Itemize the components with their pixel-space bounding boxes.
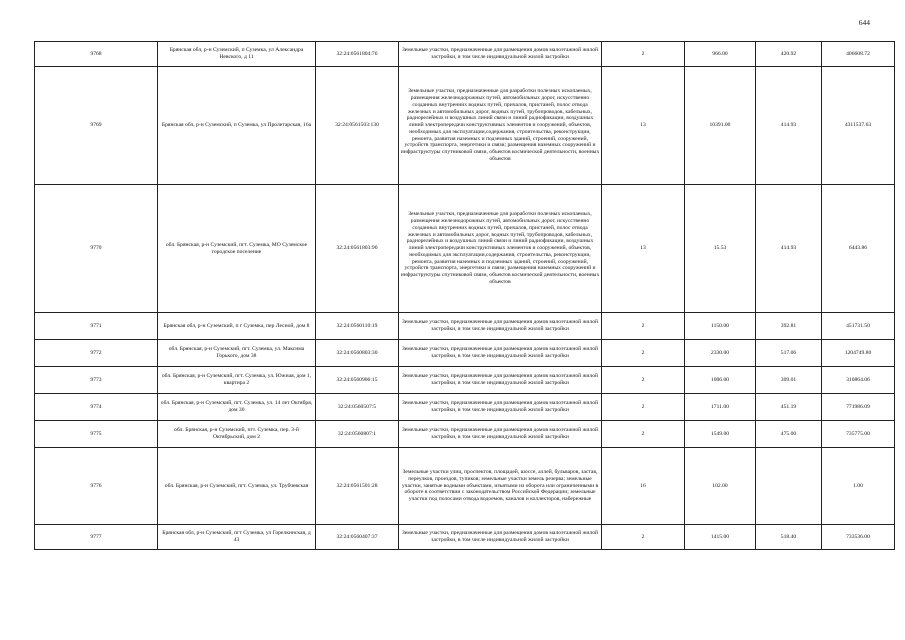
specific-value-cell: 414.93 <box>756 67 822 185</box>
row-number: 9777 <box>35 525 158 550</box>
table-row <box>35 394 895 421</box>
table-row <box>35 448 895 525</box>
cadastral-value-cell: 406608.72 <box>822 42 895 67</box>
cadastral-value-cell: 451731.50 <box>822 313 895 340</box>
address-cell: Брянская обл, р-н Суземский, п Суземка, ул Пролетарская, 16а <box>158 67 316 185</box>
land-use-cell: Земельные участки, предназначенные для размещения домов малоэтажной жилой застройки, в том числе индивидуальной жилой застройки <box>399 42 602 67</box>
address-cell: Брянская обл, р-н Суземский, п Суземка, ул Александра Невского, д 11 <box>158 42 316 67</box>
specific-value-cell <box>756 448 822 525</box>
use-category-cell: 2 <box>602 313 685 340</box>
cadastral-value-cell: 6443.86 <box>822 185 895 313</box>
table-row <box>35 42 895 67</box>
table-row <box>35 185 895 313</box>
cadastral-number-cell: 32:24:0561503:130 <box>316 67 399 185</box>
use-category-cell: 2 <box>602 421 685 448</box>
row-number: 9773 <box>35 367 158 394</box>
table-row <box>35 367 895 394</box>
address-cell: Брянская обл, р-н Суземский, п г Суземка, пер Лесной, дом 8 <box>158 313 316 340</box>
use-category-cell: 13 <box>602 67 685 185</box>
cadastral-value-cell: 4311537.63 <box>822 67 895 185</box>
specific-value-cell: 517.06 <box>756 340 822 367</box>
specific-value-cell: 475.00 <box>756 421 822 448</box>
area-cell: 102.00 <box>685 448 756 525</box>
row-number: 9769 <box>35 67 158 185</box>
row-number: 9776 <box>35 448 158 525</box>
cadastral-value-cell: 733536.00 <box>822 525 895 550</box>
row-number: 9770 <box>35 185 158 313</box>
land-use-cell: Земельные участки улиц, проспектов, площадей, шоссе, аллей, бульваров, застав, переулков, проездов, тупиков; земельные участки земель резерва; земельные участки, занятые водными объектами, изъятыми из оборота или ограниченными в обороте в соответствии с законодательством Российской Федерации; земельные участки под полосами отвода водоемов, каналов и коллекторов, набережные <box>399 448 602 525</box>
land-use-cell: Земельные участки, предназначенные для размещения домов малоэтажной жилой застройки, в том числе индивидуальной жилой застройки <box>399 525 602 550</box>
cadastral-number-cell: 32:24:0560906:15 <box>316 367 399 394</box>
table-row <box>35 525 895 550</box>
area-cell: 1415.00 <box>685 525 756 550</box>
cadastral-value-table <box>34 41 895 550</box>
specific-value-cell: 414.93 <box>756 185 822 313</box>
specific-value-cell: 392.81 <box>756 313 822 340</box>
land-use-cell: Земельные участки, предназначенные для размещения домов малоэтажной жилой застройки, в том числе индивидуальной жилой застройки <box>399 367 602 394</box>
cadastral-value-cell: 1.00 <box>822 448 895 525</box>
page-number: 644 <box>858 18 870 27</box>
use-category-cell: 2 <box>602 525 685 550</box>
use-category-cell: 2 <box>602 367 685 394</box>
address-cell: обл. Брянская, р-н Суземский, пгт. Суземка, ул. Южная, дом 1, квартира 2 <box>158 367 316 394</box>
area-cell: 1006.00 <box>685 367 756 394</box>
area-cell: 1711.00 <box>685 394 756 421</box>
table-row <box>35 313 895 340</box>
cadastral-number-cell: 32:24:0560807:1 <box>316 421 399 448</box>
row-number: 9774 <box>35 394 158 421</box>
address-cell: Брянская обл, р-н Суземский, пгт Суземка, ул Горелкинская, д 43 <box>158 525 316 550</box>
area-cell: 1150.00 <box>685 313 756 340</box>
area-cell: 966.00 <box>685 42 756 67</box>
row-number: 9768 <box>35 42 158 67</box>
land-use-cell: Земельные участки, предназначенные для разработки полезных ископаемых, размещения железнодорожных путей, автомобильных дорог, искусственно созданных внутренних водных путей, причалов, пристаней, полос отвода железных и автомобильных дорог, водных путей, трубопроводов, кабельных, радиорелейных и воздушных линий связи и линий радиофикации, воздушных линий электропередачи конструктивных элементов и сооружений, объектов, необходимых для эксплуатации,содержания, строительства, реконструкции, ремонта, развития наземных и подземных зданий, строений, сооружений, устройств транспорта, энергетики и связи; размещения наземных сооружений и инфраструктуры спутниковой связи, объектов космической деятельности, военных объектов <box>399 67 602 185</box>
specific-value-cell: 309.01 <box>756 367 822 394</box>
land-use-cell: Земельные участки, предназначенные для размещения домов малоэтажной жилой застройки, в том числе индивидуальной жилой застройки <box>399 394 602 421</box>
area-cell: 15.53 <box>685 185 756 313</box>
use-category-cell: 2 <box>602 340 685 367</box>
land-use-cell: Земельные участки, предназначенные для размещения домов малоэтажной жилой застройки, в том числе индивидуальной жилой застройки <box>399 313 602 340</box>
cadastral-number-cell: 32:24:0560803:30 <box>316 340 399 367</box>
specific-value-cell: 451.19 <box>756 394 822 421</box>
cadastral-value-cell: 771986.09 <box>822 394 895 421</box>
row-number: 9772 <box>35 340 158 367</box>
area-cell: 2330.00 <box>685 340 756 367</box>
table-row <box>35 421 895 448</box>
use-category-cell: 2 <box>602 42 685 67</box>
specific-value-cell: 420.92 <box>756 42 822 67</box>
cadastral-number-cell: 32:24:0560407:37 <box>316 525 399 550</box>
land-use-cell: Земельные участки, предназначенные для разработки полезных ископаемых, размещения железнодорожных путей, автомобильных дорог, искусственно созданных внутренних водных путей, причалов, пристаней, полос отвода железных и автомобильных дорог, водных путей, трубопроводов, кабельных, радиорелейных и воздушных линий связи и линий радиофикации, воздушных линий электропередачи конструктивных элементов и сооружений, объектов, необходимых для эксплуатации,содержания, строительства, реконструкции, ремонта, развития наземных и подземных зданий, строений, сооружений, устройств транспорта, энергетики и связи; размещения наземных сооружений и инфраструктуры спутниковой связи, объектов космической деятельности, военных объектов <box>399 185 602 313</box>
cadastral-number-cell: 32:24:0561501:28 <box>316 448 399 525</box>
land-use-cell: Земельные участки, предназначенные для размещения домов малоэтажной жилой застройки, в том числе индивидуальной жилой застройки <box>399 340 602 367</box>
land-use-cell: Земельные участки, предназначенные для размещения домов малоэтажной жилой застройки, в том числе индивидуальной жилой застройки <box>399 421 602 448</box>
cadastral-number-cell: 32:24:0561804:76 <box>316 42 399 67</box>
address-cell: обл. Брянская, р-н Суземский, пгт. Суземка, пер. 3-й Октябрьский, дом 2 <box>158 421 316 448</box>
cadastral-value-cell: 310864.06 <box>822 367 895 394</box>
use-category-cell: 13 <box>602 185 685 313</box>
address-cell: обл. Брянская, р-н Суземский, пгт. Суземка, МО Суземское городское поселение <box>158 185 316 313</box>
cadastral-value-cell: 735775.00 <box>822 421 895 448</box>
table-row <box>35 340 895 367</box>
cadastral-number-cell: 32:24:0561803:90 <box>316 185 399 313</box>
cadastral-value-cell: 1204749.80 <box>822 340 895 367</box>
use-category-cell: 2 <box>602 394 685 421</box>
row-number: 9775 <box>35 421 158 448</box>
area-cell: 10391.00 <box>685 67 756 185</box>
address-cell: обл. Брянская, р-н Суземский, пгт. Суземка, ул. 14 лет Октября, дом 30 <box>158 394 316 421</box>
row-number: 9771 <box>35 313 158 340</box>
cadastral-number-cell: 32:24:0560507:5 <box>316 394 399 421</box>
cadastral-number-cell: 32:24:0560110:19 <box>316 313 399 340</box>
address-cell: обл. Брянская, р-н Суземский, пгт. Суземка, ул. Максима Горького, дом 38 <box>158 340 316 367</box>
specific-value-cell: 518.40 <box>756 525 822 550</box>
area-cell: 1549.00 <box>685 421 756 448</box>
use-category-cell: 16 <box>602 448 685 525</box>
address-cell: обл. Брянская, р-н Суземский, пгт. Суземка, ул. Трубчевская <box>158 448 316 525</box>
table-row <box>35 67 895 185</box>
